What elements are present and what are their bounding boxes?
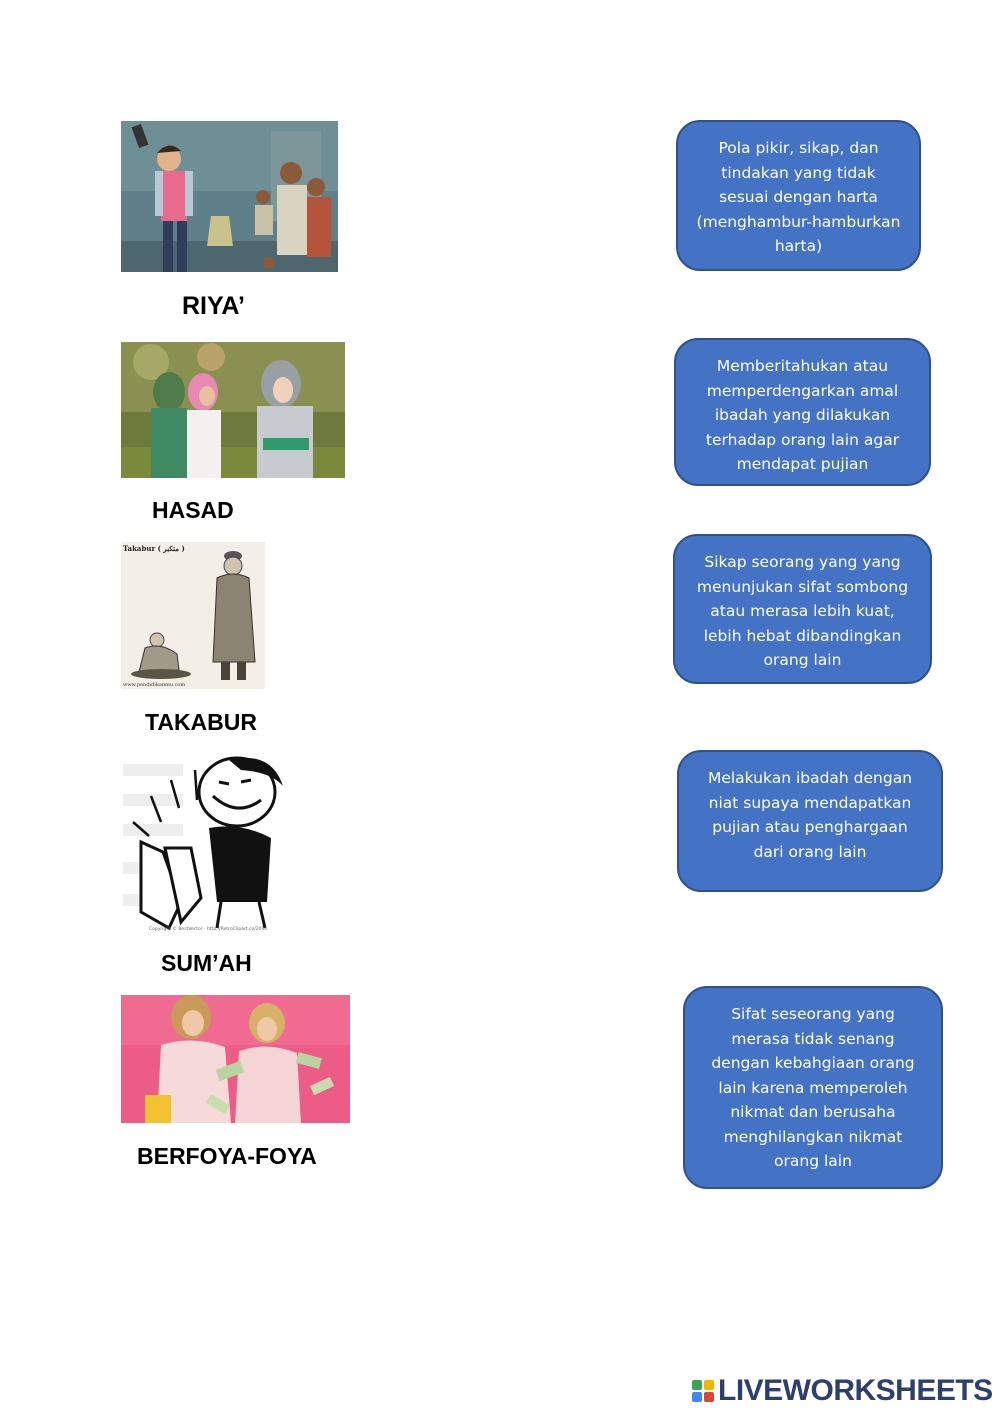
term-riya: RIYA’	[182, 292, 246, 320]
definition-text-3: Sikap seorang yang yang menunjukan sifat sombong atau merasa lebih kuat, lebih hebat dibandingkan orang lain	[696, 553, 909, 669]
definition-box-1[interactable]	[676, 120, 921, 271]
riya-image	[121, 121, 338, 272]
takabur-image	[121, 542, 265, 689]
definition-box-4[interactable]	[677, 750, 943, 892]
definition-text-1: Pola pikir, sikap, dan tindakan yang tidak sesuai dengan harta (menghambur-hamburkan harta)	[696, 139, 901, 255]
logo-square-yellow	[704, 1380, 714, 1390]
hasad-image	[121, 342, 345, 478]
definition-text-4: Melakukan ibadah dengan niat supaya mendapatkan pujian atau penghargaan dari orang lain	[707, 769, 913, 861]
logo-square-red	[704, 1392, 714, 1402]
logo-square-green	[692, 1380, 702, 1390]
takabur-image-url: www.pendidikanmu.com	[123, 682, 186, 688]
term-takabur: TAKABUR	[145, 709, 258, 735]
term-hasad: HASAD	[152, 497, 234, 523]
definition-box-3[interactable]	[673, 534, 932, 684]
sumah-image-copyright: Copyright © BestVector · http://RetroClipart.co/2016	[149, 927, 268, 932]
definition-box-5[interactable]	[683, 986, 943, 1189]
liveworksheets-logo[interactable]	[692, 1374, 993, 1408]
logo-square-blue	[692, 1392, 702, 1402]
liveworksheets-logo-icon	[692, 1380, 714, 1402]
definition-text-2: Memberitahukan atau memperdengarkan amal ibadah yang dilakukan terhadap orang lain agar mendapat pujian	[705, 357, 900, 473]
definition-text-5: Sifat seseorang yang merasa tidak senang dengan kebahgiaan orang lain karena memperoleh nikmat dan berusaha menghilangkan nikmat orang lain	[711, 1005, 915, 1170]
term-sumah: SUM’AH	[161, 950, 252, 976]
liveworksheets-logo-text: LIVEWORKSHEETS	[718, 1374, 993, 1407]
berfoya-image	[121, 995, 350, 1123]
definition-box-2[interactable]	[674, 338, 931, 486]
takabur-image-caption: Takabur ( متكبر )	[123, 544, 185, 553]
term-berfoya: BERFOYA-FOYA	[137, 1143, 317, 1169]
sumah-image	[121, 752, 291, 932]
